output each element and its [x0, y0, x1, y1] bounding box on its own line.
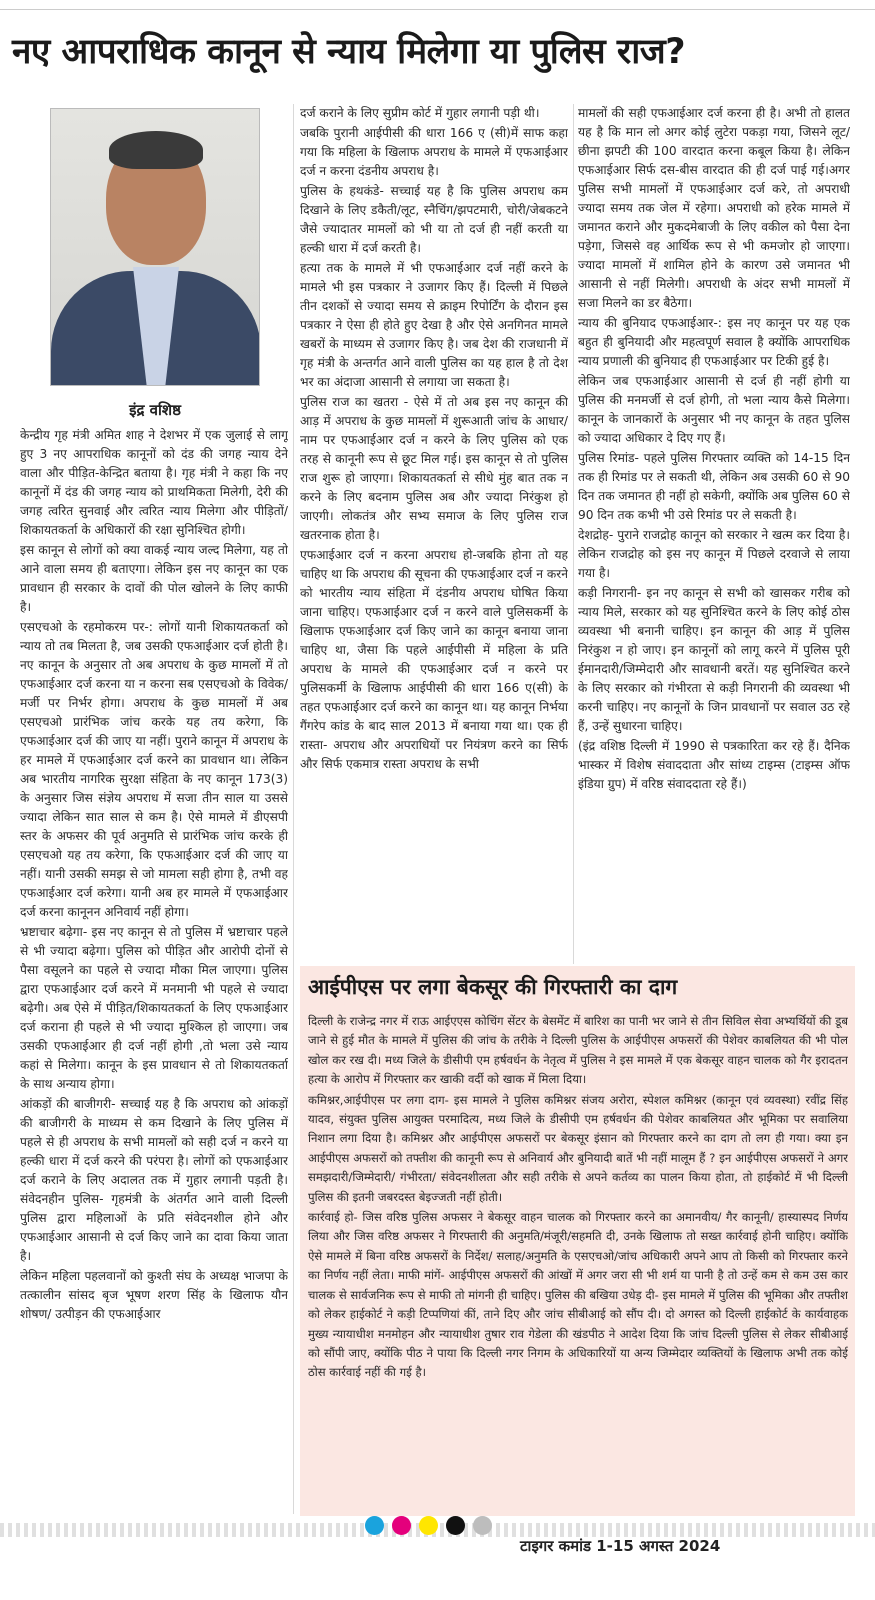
paragraph: एसएचओ के रहमोकरम पर-: लोगों यानी शिकायतकर्ता को न्याय तो तब मिलता है, जब उसकी एफआईआर दर्ज होती है। नए कानून के अनुसार तो अब अपराध के कुछ मामलों में तो एफआईआर दर्ज करना या न करना सब एसएचओ के विवेक/मर्जी पर निर्भर होगा। अपराध के कुछ मामलों में अब एसएचओ प्रारंभिक जांच करके यह तय करेगा, कि एफआईआर दर्ज की जाए या नहीं। पुराने कानून में अपराध के हर मामले में एफआईआर दर्ज करने का प्रावधान था। लेकिन अब भारतीय नागरिक सुरक्षा संहिता के नए कानून 173(3) के अनुसार जिस संज्ञेय अपराध में सजा तीन साल या उससे ज्यादा लेकिन सात साल से कम है। ऐसे मामले में डीएसपी स्तर के अफसर की पूर्व अनुमति से प्रारंभिक जांच करके ही एसएचओ यह तय करेगा, कि एफआईआर दर्ज की जाए या नहीं। यानी उसकी समझ से जो मामला सही होगा है, तभी वह एफआईआर दर्ज करेगा। यानी अब हर मामले में एफआईआर दर्ज करना कानूनन अनिवार्य नहीं होगा।	[20, 620, 288, 919]
column-divider	[293, 104, 294, 1514]
author-photo	[50, 108, 260, 386]
registration-color-marks	[365, 1516, 492, 1535]
paragraph: लेकिन जब एफआईआर आसानी से दर्ज ही नहीं होगी या पुलिस की मनमर्जी से दर्ज होगी, तो भला न्याय कैसे मिलेगा। कानून के जानकारों के अनुसार भी नए कानून के तहत पुलिस को ज्यादा अधिकार दे दिए गए हैं।	[578, 374, 850, 445]
paragraph: जबकि पुरानी आईपीसी की धारा 166 ए (सी)में साफ कहा गया कि महिला के खिलाफ अपराध के मामले में एफआईआर दर्ज न करना दंडनीय अपराध है।	[300, 126, 568, 178]
paragraph: आंकड़ों की बाजीगरी- सच्चाई यह है कि अपराध को आंकड़ों की बाजीगरी के माध्यम से कम दिखाने के लिए पुलिस में पहले से ही अपराध के सभी मामलों को सही दर्ज न करने या हल्की धारा में दर्ज करने की परंपरा है। लोगों को एफआईआर दर्ज कराने के लिए अदालत तक में गुहार लगानी पड़ती है। संवेदनहीन पुलिस- गृहमंत्री के अंतर्गत आने वाली दिल्ली पुलिस द्वारा महिलाओं के प्रति संवेदनशील होने और एफआईआर आसानी से दर्ज किए जाने का दावा किया जाता है।	[20, 1097, 288, 1263]
photo-hair	[109, 131, 203, 169]
grey-dot-icon	[473, 1516, 492, 1535]
magenta-dot-icon	[392, 1516, 411, 1535]
page-top-rule	[0, 0, 875, 10]
paragraph: पुलिस रिमांड- पहले पुलिस गिरफ्तार व्यक्ति को 14-15 दिन तक ही रिमांड पर ले सकती थी, लेकिन अब उसकी 60 से 90 दिन तक जमानत ही नहीं हो सकेगी, क्योंकि अब पुलिस 60 से 90 दिन तक कभी भी उसे रिमांड पर ले सकती है।	[578, 451, 850, 522]
sidebar-box-body	[308, 1012, 848, 1512]
author-byline: इंद्र वशिष्ठ	[129, 401, 181, 419]
paragraph: इस कानून से लोगों को क्या वाकई न्याय जल्द मिलेगा, यह तो आने वाला समय ही बताएगा। लेकिन इस नए कानून का एक प्रावधान ही सरकार के दावों की पोल खोलने के लिए काफी है।	[20, 543, 288, 614]
paragraph: केन्द्रीय गृह मंत्री अमित शाह ने देशभर में एक जुलाई से लागू हुए 3 नए आपराधिक कानूनों को दंड की जगह न्याय देने वाला और पीड़ित-केन्द्रित बताया है। गृह मंत्री ने कहा कि नए कानूनों में दंड की जगह न्याय को प्राथमिकता मिलेगी, देरी की जगह त्वरित सुनवाई और त्वरित न्याय मिलेगा और पीड़ितों/शिकायतकर्ता के अधिकारों की रक्षा सुनिश्चित होगी।	[20, 428, 288, 537]
paragraph: हत्या तक के मामले में भी एफआईआर दर्ज नहीं करने के मामले भी इस पत्रकार ने उजागर किए हैं। दिल्ली में पिछले तीन दशकों से ज्यादा समय से क्राइम रिपोर्टिंग के दौरान इस पत्रकार ने ऐसा ही होते हुए देखा है और ऐसे अनगिनत मामले खबरों के माध्यम से उजागर किए है। जब देश की राजधानी में गृह मंत्री के अन्तर्गत आने वाली पुलिस का यह हाल है तो देश भर का अंदाजा आसानी से लगाया जा सकता है।	[300, 261, 568, 389]
paragraph: कमिश्नर,आईपीएस पर लगा दाग- इस मामले ने पुलिस कमिश्नर संजय अरोरा, स्पेशल कमिश्नर (कानून एवं व्यवस्था) रवींद्र सिंह यादव, संयुक्त पुलिस आयुक्त परमादित्य, मध्य जिले के डीसीपी एम हर्षवर्धन की पेशेवर काबलियत और भूमिका पर सवालिया निशान लगा दिया है। कमिश्नर और आईपीएस अफसरों पर बेकसूर इंसान को गिरफ्तार करने का दाग तो लग ही गया। क्या इन आईपीएस अफसरों को तफ्तीश की कानूनी रूप से अनिवार्य और बुनियादी बातें भी नहीं मालूम हैं ? इन आईपीएस अफसरों ने अगर समझदारी/जिम्मेदारी/ गंभीरता/ संवेदनशीलता और सही तरीके से अपने कर्तव्य का पालन किया होता, तो हाईकोर्ट में भी दिल्ली पुलिस की इतनी जबरदस्त बेइज्जती नहीं होती।	[308, 1092, 848, 1204]
paragraph: न्याय की बुनियाद एफआईआर-: इस नए कानून पर यह एक बहुत ही बुनियादी और महत्वपूर्ण सवाल है क्योंकि आपराधिक न्याय प्रणाली की बुनियाद ही एफआईआर पर टिकी हुई है।	[578, 316, 850, 368]
paragraph: कड़ी निगरानी- इन नए कानून से सभी को खासकर गरीब को न्याय मिले, सरकार को यह सुनिश्चित करने के लिए कोई ठोस व्यवस्था भी बनानी चाहिए। इन कानून की आड़ में पुलिस निरंकुश न हो जाए। इन कानूनों को लागू करने में पुलिस पूरी ईमानदारी/जिम्मेदारी और सावधानी बरतें। यह सुनिश्चित करने के लिए सरकार को गंभीरता से कड़ी निगरानी की व्यवस्था भी करनी चाहिए। नए कानूनों के जिन प्रावधानों पर सवाल उठ रहे हैं, उन्हें सुधारना चाहिए।	[578, 586, 850, 733]
article-column-2	[300, 104, 568, 968]
paragraph: लेकिन महिला पहलवानों को कुश्ती संघ के अध्यक्ष भाजपा के तत्कालीन सांसद बृज भूषण शरण सिंह के खिलाफ यौन शोषण/ उत्पीड़न की एफआईआर	[20, 1269, 288, 1321]
black-dot-icon	[446, 1516, 465, 1535]
headline: नए आपराधिक कानून से न्याय मिलेगा या पुलिस राज?	[12, 32, 686, 72]
paragraph: मामलों की सही एफआईआर दर्ज करना ही है। अभी तो हालत यह है कि मान लो अगर कोई लुटेरा पकड़ा गया, जिसने लूट/छीना झपटी की 100 वारदात करना कबूल किया है। लेकिन एफआईआर सिर्फ दस-बीस वारदात की ही दर्ज पाई गई।अगर पुलिस सभी मामलों में एफआईआर दर्ज करे, तो अपराधी ज्यादा समय तक जेल में रहेगा। अपराधी को हरेक मामले में जमानत कराने और मुकदमेबाजी के लिए वकील को पैसा देना पड़ेगा, जिससे वह आर्थिक रूप से भी कमजोर हो जाएगा। ज्यादा मामलों में शामिल होने के कारण उसे जमानत भी आसानी से नहीं मिलेगी। अपराधी के अंदर सभी मामलों में सजा मिलने का डर बैठेगा।	[578, 106, 850, 310]
column-divider	[573, 104, 574, 964]
sidebar-box-title: आईपीएस पर लगा बेकसूर की गिरफ्तारी का दाग	[308, 975, 678, 999]
cyan-dot-icon	[365, 1516, 384, 1535]
paragraph: दिल्ली के राजेन्द्र नगर में राऊ आईएएस कोचिंग सेंटर के बेसमेंट में बारिश का पानी भर जाने से तीन सिविल सेवा अभ्यर्थियों की डूब जाने से हुई मौत के मामले में पुलिस की जांच के तरीके ने दिल्ली पुलिस के आईपीएस अफसरों की पेशेवर काबलियत की भी पोल खोल कर रख दी। मध्य जिले के डीसीपी एम हर्षवर्धन के नेतृत्व में पुलिस ने इस मामले में एक बेकसूर वाहन चालक को गैर इरादतन हत्या के आरोप में गिरफ्तार कर खाकी वर्दी को खाक में मिला दिया।	[308, 1014, 848, 1087]
publication-footer: टाइगर कमांड 1-15 अगस्त 2024	[520, 1537, 721, 1555]
paragraph: दर्ज कराने के लिए सुप्रीम कोर्ट में गुहार लगानी पड़ी थी।	[300, 106, 540, 120]
paragraph: कार्रवाई हो- जिस वरिष्ठ पुलिस अफसर ने बेकसूर वाहन चालक को गिरफ्तार करने का अमानवीय/ गैर कानूनी/ हास्यास्पद निर्णय लिया और जिस वरिष्ठ अफसर ने गिरफ्तारी की अनुमति/मंजूरी/सहमति दी, उनके खिलाफ तो सख्त कार्रवाई होनी चाहिए। क्योंकि ऐसे मामले में बिना वरिष्ठ अफसरों के निर्देश/ सलाह/अनुमति के एसएचओ/जांच अधिकारी अपने आप तो किसी को गिरफ्तार करने का निर्णय नहीं लेता। माफी मांगें- आईपीएस अफसरों की आंखों में अगर जरा सी भी शर्म या पानी है तो उन्हें कम से कम उस कार चालक से सार्वजनिक रूप से माफी तो मांगनी ही चाहिए। पुलिस की बखिया उधेड़ दी- इस मामले में पुलिस की भूमिका और तफ्तीश को लेकर हाईकोर्ट ने कड़ी टिप्पणियां कीं, ताने दिए और जांच सीबीआई को सौंप दी। दो अगस्त को दिल्ली हाईकोर्ट के कार्यवाहक मुख्य न्यायाधीश मनमोहन और न्यायाधीश तुषार राव गेडेला की खंडपीठ ने आदेश दिया कि जांच दिल्ली पुलिस से लेकर सीबीआई को सौंपी जाए, क्योंकि पीठ ने पाया कि दिल्ली नगर निगम के अधिकारियों या अन्य जिम्मेदार व्यक्तियों के खिलाफ अभी तक कोई ठोस कार्रवाई नहीं की गई है।	[308, 1210, 848, 1380]
author-note: (इंद्र वशिष्ठ दिल्ली में 1990 से पत्रकारिता कर रहे हैं। दैनिक भास्कर में विशेष संवाददाता और सांध्य टाइम्स (टाइम्स ऑफ इंडिया ग्रुप) में वरिष्ठ संवाददाता रहे हैं।)	[578, 739, 850, 791]
paragraph: पुलिस के हथकंडे- सच्चाई यह है कि पुलिस अपराध कम दिखाने के लिए डकैती/लूट, स्नैचिंग/झपटमारी, चोरी/जेबकटने जैसे ज्यादातर मामलों को भी या तो दर्ज ही नहीं करती या हल्की धारा में दर्ज करती है।	[300, 184, 568, 255]
yellow-dot-icon	[419, 1516, 438, 1535]
paragraph: भ्रष्टाचार बढ़ेगा- इस नए कानून से तो पुलिस में भ्रष्टाचार पहले से भी ज्यादा बढ़ेगा। पुलिस को पीड़ित और आरोपी दोनों से पैसा वसूलने का पहले से ज्यादा मौका मिल जाएगा। पुलिस द्वारा एफआईआर दर्ज करने में मनमानी भी पहले से ज्यादा बढ़ेगी। अब ऐसे में पीड़ित/शिकायतकर्ता के लिए एफआईआर दर्ज कराना ही पहले से भी ज्यादा मुश्किल हो जाएगा। जब उसकी एफआईआर ही दर्ज नहीं होगी ,तो भला उसे न्याय कहां से मिलेगा। कानून के इस प्रावधान से तो शिकायतकर्ता के साथ अन्याय होगा।	[20, 925, 288, 1091]
paragraph: एफआईआर दर्ज न करना अपराध हो-जबकि होना तो यह चाहिए था कि अपराध की सूचना की एफआईआर दर्ज न करने को भारतीय न्याय संहिता में दंडनीय अपराध घोषित किया जाना चाहिए। एफआईआर दर्ज न करने वाले पुलिसकर्मी के खिलाफ एफआईआर दर्ज किए जाने का कानून बनाया जाना चाहिए था, जैसा कि पहले आईपीसी में महिला के प्रति अपराध के मामले की एफआईआर दर्ज न करने पर पुलिसकर्मी के खिलाफ आईपीसी की धारा 166 ए(सी) के तहत एफआईआर दर्ज करने का कानून था। यह कानून निर्भया गैंगरेप कांड के बाद साल 2013 में बनाया गया था। एक ही रास्ता- अपराध और अपराधियों पर नियंत्रण करने का सिर्फ और सिर्फ एकमात्र रास्ता अपराध के सभी	[300, 548, 568, 771]
article-column-1	[20, 426, 288, 1516]
article-column-3	[578, 104, 850, 968]
paragraph: देशद्रोह- पुराने राजद्रोह कानून को सरकार ने खत्म कर दिया है। लेकिन राजद्रोह को इस नए कानून में पिछले दरवाजे से लाया गया है।	[578, 528, 850, 580]
paragraph: पुलिस राज का खतरा - ऐसे में तो अब इस नए कानून की आड़ में अपराध के कुछ मामलों में शुरूआती जांच के आधार/नाम पर एफआईआर दर्ज न करने के लिए पुलिस को एक तरह से कानूनी रूप से छूट मिल गई। इस कानून से तो पुलिस राज शुरू हो जाएगा। शिकायतकर्ता से सीधे मुंह बात तक न करने के लिए बदनाम पुलिस अब और ज्यादा निरंकुश हो जाएगी। लोकतंत्र और सभ्य समाज के लिए पुलिस राज खतरनाक होता है।	[300, 395, 568, 542]
